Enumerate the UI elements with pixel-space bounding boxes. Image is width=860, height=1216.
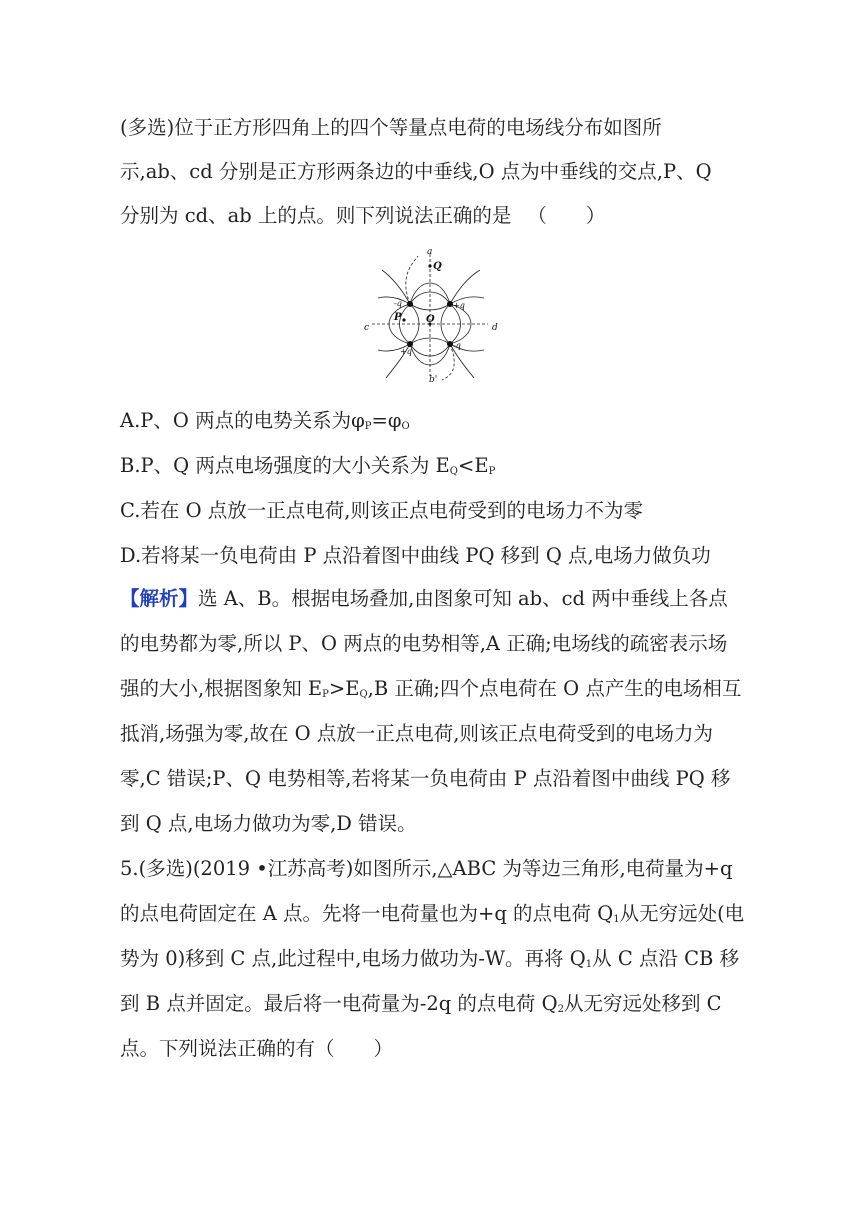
analysis-line-3-c: ,B 正确;四个点电荷在 O 点产生的电场相互: [367, 677, 742, 700]
option-a-eq: =: [371, 409, 388, 432]
question-5-line-3-sub: 1: [585, 959, 593, 970]
option-a-phi: φ: [351, 409, 365, 432]
option-b-sub-p: P: [488, 466, 496, 477]
question-5-line-3: [120, 944, 739, 980]
question-5-line-3-a: 势为 0)移到 C 点,此过程中,电场力做功为-W。再将 Q: [120, 947, 586, 970]
option-b: [120, 451, 495, 487]
analysis-line-3-sub-p: P: [322, 689, 329, 700]
label-p: P: [394, 312, 402, 323]
analysis-line-3: [120, 674, 741, 710]
option-b-text: B.P、Q 两点电场强度的大小关系为 E: [120, 454, 450, 477]
label-q: Q: [433, 261, 442, 272]
label-d: d: [492, 323, 498, 333]
analysis-line-3-a: 强的大小,根据图象知 E: [120, 677, 323, 700]
analysis-line-4: 抵消,场强为零,故在 O 点放一正点电荷,则该正点电荷受到的电场力为: [120, 722, 713, 745]
option-b-mid: <E: [457, 454, 489, 477]
question-4-line-3: 分别为 cd、ab 上的点。则下列说法正确的是 （ ）: [120, 204, 606, 227]
option-c: C.若在 O 点放一正点电荷,则该正点电荷受到的电场力不为零: [120, 499, 644, 522]
analysis-tag: 【解析】: [120, 587, 199, 610]
option-a-sub-o: O: [401, 421, 410, 432]
label-o: O: [426, 314, 435, 325]
label-b: b': [429, 375, 438, 384]
option-b-sub-q: Q: [449, 466, 458, 477]
question-5-line-4-b: 从无穷远处移到 C: [563, 992, 722, 1015]
option-a-phi-o: φ: [387, 409, 402, 432]
question-5-line-4-sub: 2: [557, 1004, 564, 1015]
label-a: a: [427, 247, 433, 257]
option-a-sub-p: P: [364, 421, 372, 432]
analysis-line-5: 零,C 错误;P、Q 电势相等,若将某一负电荷由 P 点沿着图中曲线 PQ 移: [120, 767, 731, 790]
analysis-line-6: 到 Q 点,电场力做功为零,D 错误。: [120, 812, 417, 835]
question-5-line-4-a: 到 B 点并固定。最后将一电荷量为-2q 的点电荷 Q: [120, 992, 558, 1015]
question-5-line-5: 点。下列说法正确的有（ ）: [120, 1037, 394, 1060]
label-pos-q-bottom-left: +q: [400, 347, 412, 356]
question-5-line-2-sub: 1: [613, 914, 620, 925]
label-neg-q-bottom-right: -q: [453, 341, 461, 350]
analysis-line-3-b: >E: [328, 677, 360, 700]
question-5-line-3-b: 从 C 点沿 CB 移: [592, 947, 740, 970]
question-5-line-2-b: 从无穷远处(电: [619, 902, 745, 925]
question-4-line-1: (多选)位于正方形四角上的四个等量点电荷的电场线分布如图所: [120, 116, 662, 139]
question-5-line-2: [120, 899, 744, 935]
option-a: [120, 406, 410, 442]
analysis-line-1: [120, 584, 728, 614]
analysis-line-1-text: 选 A、B。根据电场叠加,由图象可知 ab、cd 两中垂线上各点: [198, 587, 728, 610]
question-5-line-4: [120, 989, 722, 1025]
option-d: D.若将某一负电荷由 P 点沿着图中曲线 PQ 移到 Q 点,电场力做负功: [120, 544, 711, 567]
question-4-line-2: 示,ab、cd 分别是正方形两条边的中垂线,O 点为中垂线的交点,P、Q: [120, 160, 712, 183]
label-c: c: [364, 323, 370, 333]
label-pos-q-top-right: +q: [453, 301, 465, 310]
analysis-line-2: 的电势都为零,所以 P、O 两点的电势相等,A 正确;电场线的疏密表示场: [120, 632, 728, 655]
question-5-line-1: 5.(多选)(2019 •江苏高考)如图所示,△ABC 为等边三角形,电荷量为+q: [120, 857, 733, 880]
option-a-text: A.P、O 两点的电势关系为: [120, 409, 352, 432]
field-lines-figure: [360, 246, 510, 384]
question-5-line-2-a: 的点电荷固定在 A 点。先将一电荷量也为+q 的点电荷 Q: [120, 902, 614, 925]
analysis-line-3-sub-q: Q: [359, 689, 368, 700]
label-neg-q-top-left: -q: [394, 299, 402, 308]
